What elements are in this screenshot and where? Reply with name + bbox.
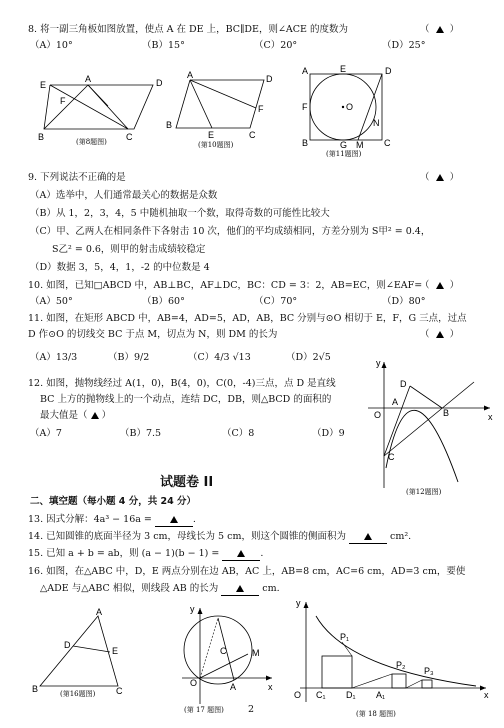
fig10-label-e: E (208, 130, 215, 140)
q10-answer-paren: （ ） (420, 280, 460, 291)
fig11-label-n: N (373, 118, 380, 128)
q12-option-c: （C）8 (222, 428, 255, 439)
fig10-label-b: B (166, 120, 173, 130)
q12-stem-line1: 12. 如图，抛物线经过 A(1，0)，B(4，0)，C(0，-4)三点，点 D 是直线 (28, 378, 336, 389)
q8-stem: 8. 将一副三角板如图放置，使点 A 在 DE 上，BC∥DE，则∠ACE 的度数为 (28, 24, 348, 35)
fig17-label-y: y (190, 604, 195, 614)
q15: 15. 已知 a + b = ab，则 (a − 1)(b − 1) = . (28, 548, 264, 559)
q12-option-b: （B）7.5 (120, 428, 162, 439)
fig17-label-m: M (252, 648, 260, 658)
fig8-label-a: A (85, 74, 92, 84)
answer-marker-icon (91, 412, 99, 419)
fig17-label-a: A (230, 682, 237, 692)
fig18-label-x: x (484, 690, 489, 700)
fig10-caption: (第10题图) (198, 141, 234, 149)
section-heading: 二、填空题（每小题 4 分，共 24 分） (30, 496, 197, 507)
q11-value-c: 4/3 √13 (214, 352, 251, 363)
fig16-label-c: C (116, 686, 123, 696)
figure-17 (178, 604, 278, 716)
fig8-label-b: B (38, 132, 45, 142)
answer-marker-icon (237, 550, 245, 557)
q10-option-c: （C）70° (254, 296, 298, 307)
q10-option-d: （D）80° (382, 296, 426, 307)
q11-stem-line1: 11. 如图，在矩形 ABCD 中，AB=4，AD=5，AD，AB，BC 分别与⊙O 相切于 E，F，G 三点，过点 (28, 313, 467, 324)
fig17-label-c: C (220, 646, 227, 656)
fig8-label-e: E (40, 80, 47, 90)
answer-marker-icon (170, 516, 178, 523)
answer-marker-icon (236, 585, 244, 592)
fig11-label-f: F (302, 102, 308, 112)
figure-10 (166, 70, 287, 152)
q16-line2: △ADE 与△ABC 相似，则线段 AB 的长为 cm. (40, 583, 280, 594)
fig11-label-a: A (302, 66, 309, 76)
fig12-label-o: O (374, 410, 382, 420)
fig18-label-y: y (296, 598, 301, 608)
fig8-label-d: D (156, 78, 163, 88)
fig11-label-m: M (356, 140, 364, 150)
q13: 13. 因式分解：4a³ − 16a = . (28, 514, 196, 525)
q10-option-b: （B）60° (142, 296, 185, 307)
q10-option-a: （A）50° (30, 296, 73, 307)
fig11-label-g: G (340, 140, 348, 150)
fig16-label-e: E (112, 646, 119, 656)
q9-answer-paren: （ ） (420, 172, 460, 183)
q8-option-b: （B）15° (142, 40, 185, 51)
fig17-label-o: O (190, 678, 198, 688)
fig18-label-c1: C₁ (316, 690, 326, 700)
fig10-label-a: A (187, 70, 194, 80)
q13-blank (155, 514, 193, 527)
q8-option-c: （C）20° (254, 40, 298, 51)
q15-blank (222, 548, 260, 561)
q9-option-c: （C）甲、乙两人在相同条件下各射击 10 次，他们的平均成绩相同，方差分别为 S甲² = 0.4， (30, 226, 431, 237)
fig10-label-d: D (266, 74, 273, 84)
fig8-label-f: F (60, 96, 66, 106)
q10-stem: 10. 如图，已知□ABCD 中，AB⊥BC，AF⊥DC，BC：CD = 3：2，AB=EC，则∠EAF= (28, 280, 423, 291)
fig10-label-c: C (249, 130, 256, 140)
q8-option-a: （A）10° (30, 40, 73, 51)
answer-marker-icon (436, 331, 444, 338)
fig8-caption: (第8题图) (76, 138, 107, 146)
q11-option-a: （A）13/3 (30, 352, 78, 363)
q9-option-a: （A）选举中，人们通常最关心的数据是众数 (30, 190, 218, 201)
answer-marker-icon (436, 282, 444, 289)
q12-option-d: （D）9 (312, 428, 345, 439)
q14-blank (349, 531, 387, 544)
fig11-label-d: D (385, 66, 392, 76)
answer-marker-icon (436, 26, 444, 33)
q9-option-b: （B）从 1，2，3，4，5 中随机抽取一个数，取得奇数的可能性比较大 (30, 208, 330, 219)
q9-option-c-cont: S乙² = 0.6，则甲的射击成绩较稳定 (52, 244, 206, 255)
paper-title: 试题卷 II (160, 475, 214, 490)
fig8-label-c: C (126, 132, 133, 142)
q11-stem-line2: D 作⊙O 的切线交 BC 于点 M，切点为 N，则 DM 的长为 (28, 329, 278, 340)
figure-18 (286, 598, 496, 722)
figure-16 (30, 607, 130, 700)
figure-11 (300, 66, 400, 156)
fig16-label-a: A (96, 607, 103, 617)
figure-8 (38, 72, 168, 147)
q12-stem-line3: 最大值是（ ） (40, 410, 112, 421)
q11-option-c: （C）4/3 √13 (188, 352, 251, 363)
fig18-label-o: O (294, 690, 302, 700)
fig17-label-x: x (268, 682, 273, 692)
fig18-label-p1: P₁ (340, 632, 350, 642)
q11-value-d: 2√5 (312, 352, 331, 363)
fig12-label-d: D (400, 379, 407, 389)
q11-option-b: （B）9/2 (108, 352, 150, 363)
fig12-label-c: C (388, 452, 395, 462)
fig18-label-a1: A₁ (376, 690, 386, 700)
q8-answer-paren: （ ） (420, 24, 460, 35)
fig16-caption: (第16题图) (60, 690, 96, 698)
fig18-caption: (第 18 题图) (356, 710, 396, 718)
answer-marker-icon (436, 174, 444, 181)
q14: 14. 已知圆锥的底面半径为 3 cm，母线长为 5 cm，则这个圆锥的侧面积为 cm². (28, 531, 412, 542)
answer-marker-icon (364, 533, 372, 540)
q16-line1: 16. 如图，在△ABC 中，D，E 两点分别在边 AB，AC 上，AB=8 cm，AC=6 cm，AD=3 cm，要使 (28, 566, 466, 577)
fig12-label-b: B (443, 408, 450, 418)
fig18-label-p3: P₃ (424, 666, 434, 676)
fig12-caption: (第12题图) (406, 488, 442, 496)
fig18-label-p2: P₂ (396, 660, 406, 670)
q12-stem-line2: BC 上方的抛物线上的一个动点，连结 DC，DB，则△BCD 的面积的 (40, 394, 332, 405)
fig17-caption: (第 17 题图) (184, 706, 224, 714)
q11-value-b: 9/2 (133, 352, 150, 363)
fig12-label-y: y (376, 358, 381, 368)
fig11-label-o: O (346, 102, 354, 112)
page-number: 2 (248, 704, 255, 715)
q9-option-d: （D）数据 3，5，4，1，-2 的中位数是 4 (30, 262, 210, 273)
fig16-label-d: D (64, 640, 71, 650)
fig11-label-b: B (302, 138, 309, 148)
q11-answer-paren: （ ） (420, 329, 460, 340)
fig18-label-d1: D₁ (346, 690, 356, 700)
fig11-caption: (第11题图) (326, 150, 362, 158)
fig12-label-x: x (488, 412, 493, 422)
figure-12 (362, 356, 497, 496)
q11-value-a: 13/3 (55, 352, 78, 363)
fig12-label-a: A (392, 397, 399, 407)
fig16-label-b: B (32, 684, 39, 694)
q9-stem: 9. 下列说法不正确的是 (28, 172, 126, 183)
q16-blank (221, 583, 259, 596)
q12-option-a: （A）7 (30, 428, 62, 439)
fig11-label-e: E (340, 64, 347, 74)
fig11-label-c: C (384, 138, 391, 148)
fig10-label-f: F (258, 104, 264, 114)
q11-option-d: （D）2√5 (286, 352, 331, 363)
q8-option-d: （D）25° (382, 40, 426, 51)
